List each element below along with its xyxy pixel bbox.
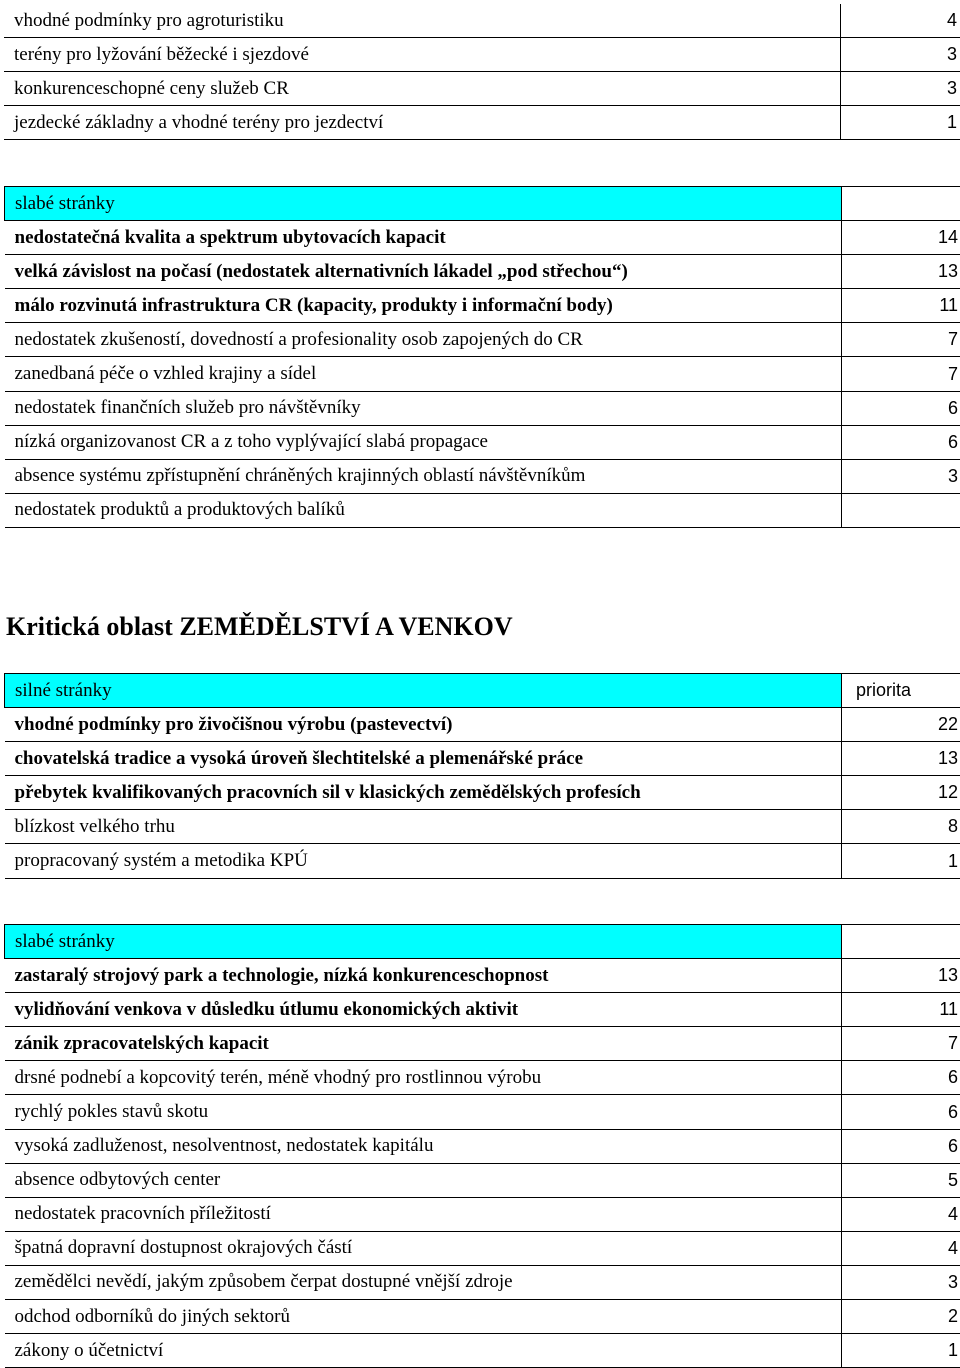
row-text: chovatelská tradice a vysoká úroveň šlechtitelské a plemenářské práce bbox=[5, 742, 842, 776]
tourism-weaknesses-table bbox=[4, 186, 960, 528]
row-priority: 3 bbox=[842, 1265, 960, 1299]
table-header-row bbox=[5, 674, 960, 708]
row-text: zemědělci nevědí, jakým způsobem čerpat dostupné vnější zdroje bbox=[5, 1265, 842, 1299]
row-text: málo rozvinutá infrastruktura CR (kapacity, produkty i informační body) bbox=[5, 289, 842, 323]
row-priority: 6 bbox=[842, 391, 960, 425]
row-priority: 1 bbox=[841, 106, 960, 140]
table-row bbox=[5, 810, 960, 844]
row-text: nízká organizovanost CR a z toho vyplývající slabá propagace bbox=[5, 425, 842, 459]
row-priority: 1 bbox=[842, 1334, 960, 1368]
row-priority: 3 bbox=[842, 459, 960, 493]
row-text: nedostatečná kvalita a spektrum ubytovacích kapacit bbox=[5, 221, 842, 255]
weaknesses-header: slabé stránky bbox=[5, 925, 842, 959]
row-priority: 14 bbox=[842, 221, 960, 255]
row-text: přebytek kvalifikovaných pracovních sil v klasických zemědělských profesích bbox=[5, 776, 842, 810]
table-row bbox=[5, 1129, 960, 1163]
row-text: zanedbaná péče o vzhled krajiny a sídel bbox=[5, 357, 842, 391]
table-header-row bbox=[5, 187, 960, 221]
table-row bbox=[5, 1061, 960, 1095]
section-title: Kritická oblast ZEMĚDĚLSTVÍ A VENKOV bbox=[6, 612, 513, 642]
table-row bbox=[5, 221, 960, 255]
table-row bbox=[4, 106, 960, 140]
row-priority: 13 bbox=[842, 742, 960, 776]
row-text: zánik zpracovatelských kapacit bbox=[5, 1027, 842, 1061]
row-priority: 13 bbox=[842, 959, 960, 993]
row-priority: 7 bbox=[842, 1027, 960, 1061]
row-text: vylidňování venkova v důsledku útlumu ekonomických aktivit bbox=[5, 993, 842, 1027]
table-row bbox=[5, 459, 960, 493]
table-row bbox=[5, 1300, 960, 1334]
table-row bbox=[5, 425, 960, 459]
row-text: propracovaný systém a metodika KPÚ bbox=[5, 844, 842, 878]
table-row bbox=[5, 1265, 960, 1299]
table-header-row bbox=[5, 925, 960, 959]
row-text: nedostatek pracovních příležitostí bbox=[5, 1197, 842, 1231]
row-priority: 2 bbox=[842, 1300, 960, 1334]
row-priority: 8 bbox=[842, 810, 960, 844]
table-row bbox=[5, 776, 960, 810]
row-priority: 6 bbox=[842, 1129, 960, 1163]
row-text: absence systému zpřístupnění chráněných krajinných oblastí návštěvníkům bbox=[5, 459, 842, 493]
row-priority: 22 bbox=[842, 708, 960, 742]
row-priority: 6 bbox=[842, 1061, 960, 1095]
header-priority bbox=[842, 187, 960, 221]
row-text: absence odbytových center bbox=[5, 1163, 842, 1197]
table-row bbox=[4, 72, 960, 106]
row-text: špatná dopravní dostupnost okrajových částí bbox=[5, 1231, 842, 1265]
row-priority: 1 bbox=[842, 844, 960, 878]
table-row bbox=[5, 844, 960, 878]
row-priority: 5 bbox=[842, 1163, 960, 1197]
row-priority: 13 bbox=[842, 255, 960, 289]
table-row bbox=[5, 255, 960, 289]
table-row bbox=[5, 742, 960, 776]
agriculture-weaknesses-table bbox=[4, 924, 960, 1368]
row-priority bbox=[842, 493, 960, 527]
row-text: zákony o účetnictví bbox=[5, 1334, 842, 1368]
row-priority: 12 bbox=[842, 776, 960, 810]
table-row bbox=[5, 959, 960, 993]
row-priority: 6 bbox=[842, 1095, 960, 1129]
row-text: jezdecké základny a vhodné terény pro jezdectví bbox=[4, 106, 841, 140]
table-row bbox=[5, 1163, 960, 1197]
table-row bbox=[5, 1027, 960, 1061]
row-text: vysoká zadluženost, nesolventnost, nedostatek kapitálu bbox=[5, 1129, 842, 1163]
table-row bbox=[5, 1095, 960, 1129]
row-text: konkurenceschopné ceny služeb CR bbox=[4, 72, 841, 106]
row-text: vhodné podmínky pro agroturistiku bbox=[4, 4, 841, 38]
table-row bbox=[5, 1334, 960, 1368]
row-text: drsné podnebí a kopcovitý terén, méně vhodný pro rostlinnou výrobu bbox=[5, 1061, 842, 1095]
table-row bbox=[5, 357, 960, 391]
header-priority: priorita bbox=[842, 674, 960, 708]
tourism-strengths-table-continued bbox=[4, 4, 960, 140]
table-row bbox=[5, 993, 960, 1027]
table-row bbox=[5, 1197, 960, 1231]
weaknesses-header: slabé stránky bbox=[5, 187, 842, 221]
row-priority: 7 bbox=[842, 323, 960, 357]
row-text: nedostatek zkušeností, dovedností a profesionality osob zapojených do CR bbox=[5, 323, 842, 357]
table-row bbox=[5, 323, 960, 357]
row-text: nedostatek finančních služeb pro návštěvníky bbox=[5, 391, 842, 425]
row-priority: 4 bbox=[841, 4, 960, 38]
row-priority: 3 bbox=[841, 72, 960, 106]
row-priority: 4 bbox=[842, 1231, 960, 1265]
header-priority bbox=[842, 925, 960, 959]
row-priority: 11 bbox=[842, 289, 960, 323]
table-row bbox=[5, 391, 960, 425]
table-row bbox=[5, 708, 960, 742]
row-text: zastaralý strojový park a technologie, nízká konkurenceschopnost bbox=[5, 959, 842, 993]
row-text: odchod odborníků do jiných sektorů bbox=[5, 1300, 842, 1334]
table-row bbox=[4, 38, 960, 72]
table-row bbox=[5, 289, 960, 323]
row-text: nedostatek produktů a produktových balíků bbox=[5, 493, 842, 527]
row-priority: 7 bbox=[842, 357, 960, 391]
row-text: blízkost velkého trhu bbox=[5, 810, 842, 844]
row-text: vhodné podmínky pro živočišnou výrobu (pastevectví) bbox=[5, 708, 842, 742]
strengths-header: silné stránky bbox=[5, 674, 842, 708]
row-text: rychlý pokles stavů skotu bbox=[5, 1095, 842, 1129]
table-row bbox=[5, 493, 960, 527]
table-row bbox=[4, 4, 960, 38]
row-priority: 6 bbox=[842, 425, 960, 459]
row-text: velká závislost na počasí (nedostatek alternativních lákadel „pod střechou“) bbox=[5, 255, 842, 289]
row-text: terény pro lyžování běžecké i sjezdové bbox=[4, 38, 841, 72]
agriculture-strengths-table bbox=[4, 673, 960, 879]
row-priority: 11 bbox=[842, 993, 960, 1027]
row-priority: 4 bbox=[842, 1197, 960, 1231]
table-row bbox=[5, 1231, 960, 1265]
row-priority: 3 bbox=[841, 38, 960, 72]
